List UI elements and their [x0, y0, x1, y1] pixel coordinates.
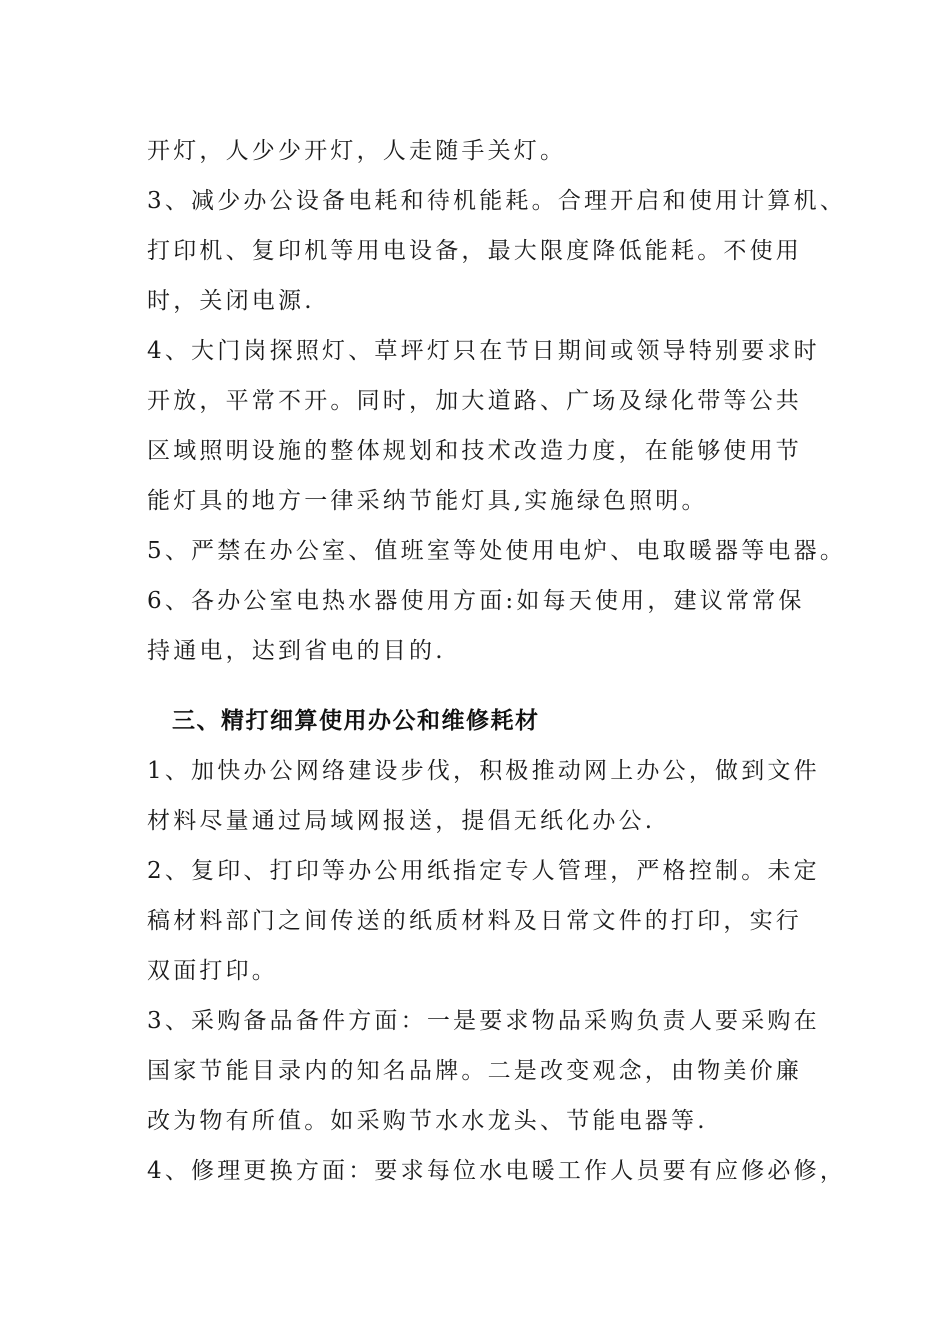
- text-line: 4、修理更换方面：要求每位水电暖工作人员要有应修必修，: [147, 1158, 847, 1184]
- text-line: 区域照明设施的整体规划和技术改造力度，在能够使用节: [147, 438, 802, 464]
- text-line: 双面打印。: [147, 958, 278, 984]
- text-line: 能灯具的地方一律采纳节能灯具,实施绿色照明。: [147, 488, 708, 514]
- text-line: 3、采购备品备件方面：一是要求物品采购负责人要采购在: [147, 1008, 820, 1034]
- text-line: 国家节能目录内的知名品牌。二是改变观念，由物美价廉: [147, 1058, 802, 1084]
- text-line: 持通电，达到省电的目的.: [147, 638, 446, 664]
- text-line: 1、加快办公网络建设步伐，积极推动网上办公，做到文件: [147, 758, 820, 784]
- text-line: 4、大门岗探照灯、草坪灯只在节日期间或领导特别要求时: [147, 338, 820, 364]
- text-line: 2、复印、打印等办公用纸指定专人管理，严格控制。未定: [147, 858, 820, 884]
- text-line: 3、减少办公设备电耗和待机能耗。合理开启和使用计算机、: [147, 188, 847, 214]
- text-line: 改为物有所值。如采购节水水龙头、节能电器等.: [147, 1108, 708, 1134]
- text-line: 打印机、复印机等用电设备，最大限度降低能耗。不使用: [147, 238, 802, 264]
- text-line: 开放，平常不开。同时，加大道路、广场及绿化带等公共: [147, 388, 802, 414]
- text-line: 5、严禁在办公室、值班室等处使用电炉、电取暖器等电器。: [147, 538, 847, 564]
- text-line: 稿材料部门之间传送的纸质材料及日常文件的打印，实行: [147, 908, 802, 934]
- section-heading: 三、精打细算使用办公和维修耗材: [172, 708, 540, 734]
- text-line: 开灯，人少少开灯，人走随手关灯。: [147, 138, 567, 164]
- text-line: 时，关闭电源.: [147, 288, 315, 314]
- text-line: 6、各办公室电热水器使用方面:如每天使用，建议常常保: [147, 588, 805, 614]
- text-line: 材料尽量通过局域网报送，提倡无纸化办公.: [147, 808, 656, 834]
